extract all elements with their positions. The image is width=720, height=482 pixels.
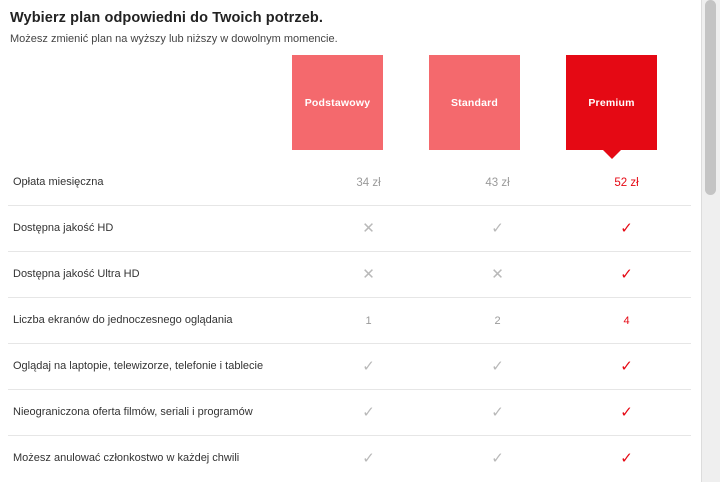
check-icon: ✓	[491, 220, 504, 237]
page-title: Wybierz plan odpowiedni do Twoich potrzeb.	[10, 10, 323, 26]
row-value-premium	[562, 344, 691, 390]
check-icon: ✓	[491, 404, 504, 421]
page-subtitle: Możesz zmienić plan na wyższy lub niższy w dowolnym momencie.	[10, 33, 338, 45]
row-label: Opłata miesięczna	[13, 176, 104, 189]
plan-card-standard[interactable]	[429, 55, 520, 150]
row-value-basic	[304, 206, 433, 252]
row-value-premium: 52 zł	[614, 176, 639, 189]
plan-card-basic-label: Podstawowy	[304, 96, 371, 109]
check-icon: ✓	[362, 404, 375, 421]
check-icon: ✓	[362, 450, 375, 467]
plan-header-row	[0, 55, 702, 160]
page-scrollbar[interactable]	[701, 0, 720, 482]
cross-icon: ✕	[362, 220, 375, 237]
plan-card-basic[interactable]	[292, 55, 383, 150]
cross-icon: ✕	[362, 266, 375, 283]
check-icon: ✓	[620, 358, 633, 375]
row-value-basic	[304, 252, 433, 298]
check-icon: ✓	[620, 450, 633, 467]
check-icon: ✓	[362, 358, 375, 375]
plan-card-premium-label: Premium	[588, 96, 635, 109]
table-row	[8, 390, 691, 436]
row-value-standard	[433, 390, 562, 436]
table-row	[8, 206, 691, 252]
row-label: Możesz anulować członkostwo w każdej chwili	[8, 436, 304, 482]
table-row	[8, 160, 691, 206]
cross-icon: ✕	[491, 266, 504, 283]
row-label: Liczba ekranów do jednoczesnego oglądania	[8, 298, 304, 344]
row-value-standard: 2	[433, 298, 562, 344]
table-row	[8, 436, 691, 482]
row-value-premium	[562, 390, 691, 436]
row-value-premium: 4	[562, 298, 691, 344]
row-value-premium	[562, 436, 691, 482]
row-value-standard	[433, 344, 562, 390]
table-row	[8, 252, 691, 298]
row-value-standard	[433, 206, 562, 252]
row-label: Oglądaj na laptopie, telewizorze, telefonie i tablecie	[8, 344, 304, 390]
row-value-standard	[433, 436, 562, 482]
check-icon: ✓	[620, 220, 633, 237]
check-icon: ✓	[491, 358, 504, 375]
row-value-standard: 43 zł	[485, 176, 510, 189]
scrollbar-thumb[interactable]	[705, 0, 716, 195]
row-value-premium	[562, 206, 691, 252]
plan-card-premium[interactable]	[566, 55, 657, 150]
row-value-basic: 1	[304, 298, 433, 344]
row-value-basic: 34 zł	[356, 176, 381, 189]
plan-comparison-table	[8, 160, 691, 481]
check-icon: ✓	[620, 266, 633, 283]
plan-card-standard-label: Standard	[450, 96, 499, 109]
selected-plan-arrow-icon	[603, 150, 621, 159]
row-value-basic	[304, 344, 433, 390]
row-value-standard	[433, 252, 562, 298]
row-label: Nieograniczona oferta filmów, seriali i programów	[8, 390, 304, 436]
table-row	[8, 298, 691, 344]
table-row	[8, 344, 691, 390]
row-label: Dostępna jakość HD	[8, 206, 304, 252]
check-icon: ✓	[491, 450, 504, 467]
row-value-basic	[304, 436, 433, 482]
row-value-basic	[304, 390, 433, 436]
row-value-premium	[562, 252, 691, 298]
check-icon: ✓	[620, 404, 633, 421]
row-label: Dostępna jakość Ultra HD	[8, 252, 304, 298]
